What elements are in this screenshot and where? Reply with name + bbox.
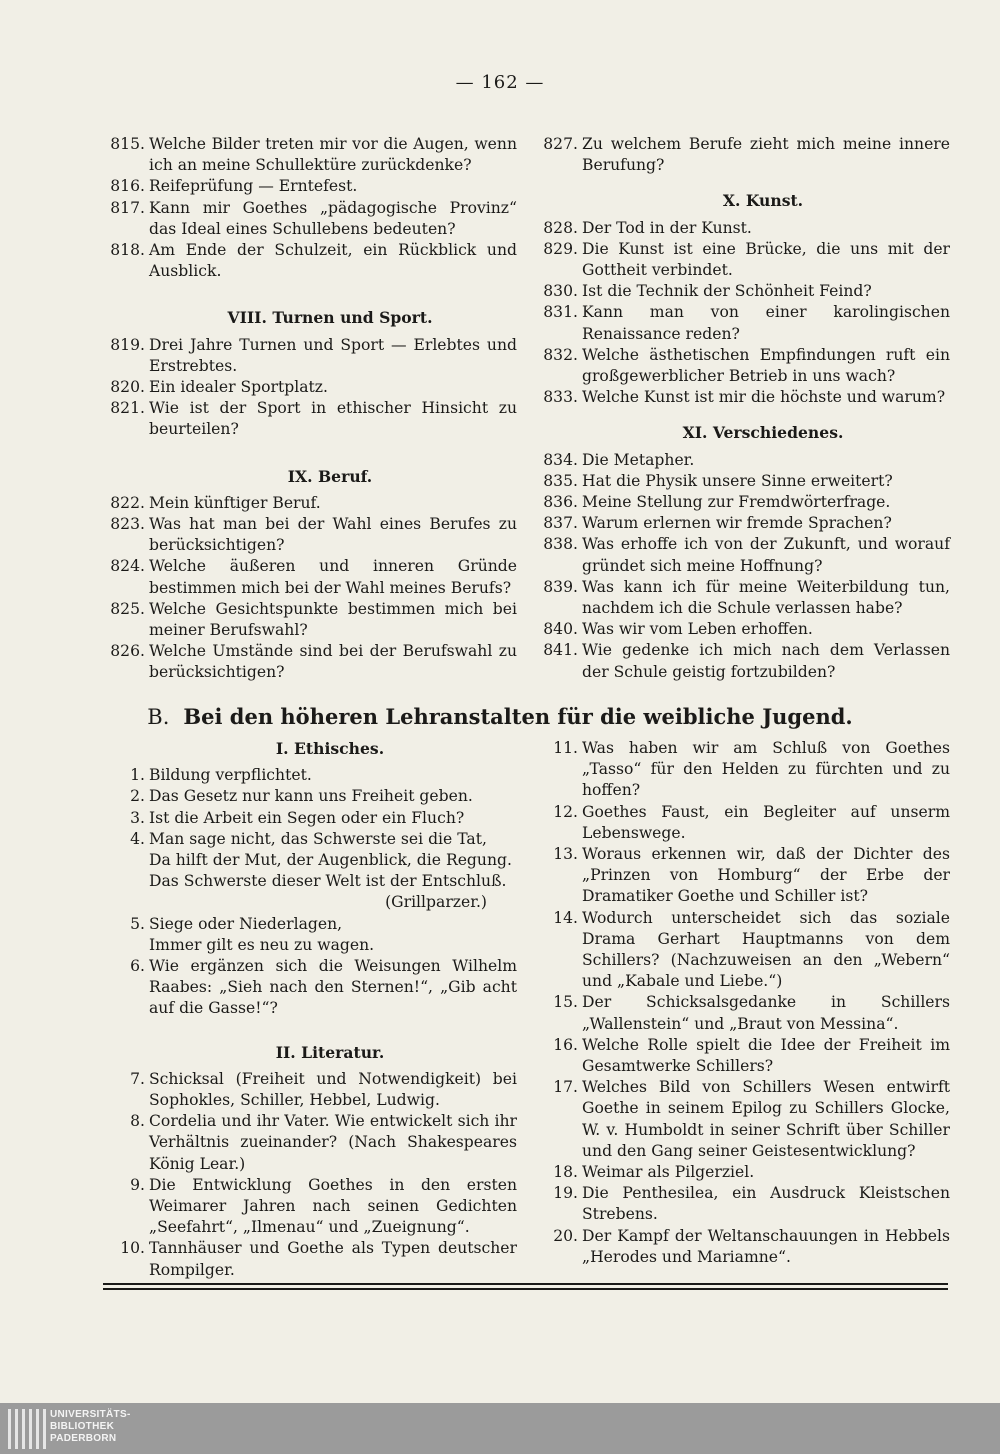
item-text: Welche äußeren und inneren Gründe bestimmen mich bei der Wahl meines Berufs? xyxy=(149,557,517,597)
list-item xyxy=(536,345,950,387)
item-text: Welche ästhetischen Empfindungen ruft ein großgewerblicher Betrieb in uns wach? xyxy=(582,345,950,386)
item-number: 13. xyxy=(553,845,578,864)
item-number: 12. xyxy=(553,802,578,821)
bottom-rule xyxy=(103,1288,948,1290)
item-text: Welche Kunst ist mir die höchste und warum? xyxy=(582,388,946,407)
item-number: 841. xyxy=(543,641,578,660)
list-item xyxy=(103,641,517,683)
item-text: Drei Jahre Turnen und Sport — Erlebtes und Erstrebtes. xyxy=(149,335,517,375)
item-number: 4. xyxy=(130,829,145,848)
item-number: 820. xyxy=(110,378,145,397)
item-text: Ist die Arbeit ein Segen oder ein Fluch? xyxy=(149,808,465,827)
item-text: Kann mir Goethes „pädagogische Provinz“ das Ideal eines Schullebens bedeuten? xyxy=(149,198,517,238)
list-item xyxy=(536,471,950,492)
part-b-title: Bei den höheren Lehranstalten für die weibliche Jugend. xyxy=(183,704,853,729)
item-number: 840. xyxy=(543,620,578,639)
left-column-b xyxy=(103,738,517,1281)
quote-line: Man sage nicht, das Schwerste sei die Tat, xyxy=(149,829,487,848)
list-group xyxy=(536,450,950,683)
item-number: 7. xyxy=(130,1069,145,1088)
section-heading-ix: IX. Beruf. xyxy=(287,466,373,486)
item-number: 826. xyxy=(110,642,145,661)
list-group xyxy=(536,218,950,409)
list-item xyxy=(536,218,950,239)
item-number: 818. xyxy=(110,241,145,260)
list-group xyxy=(103,1069,517,1281)
item-number: 5. xyxy=(130,914,145,933)
item-number: 6. xyxy=(130,957,145,976)
list-item xyxy=(536,1226,950,1268)
list-item xyxy=(536,802,950,844)
list-group xyxy=(103,493,517,684)
item-number: 18. xyxy=(553,1163,578,1182)
item-text: Meine Stellung zur Fremdwörterfrage. xyxy=(582,493,891,512)
item-text: Der Kampf der Weltanschauungen in Hebbels „Herodes und Mariamne“. xyxy=(582,1226,950,1266)
list-item xyxy=(536,640,950,682)
item-text: Tannhäuser und Goethe als Typen deutscher Rompilger. xyxy=(149,1239,517,1279)
item-number: 10. xyxy=(120,1239,145,1258)
list-group xyxy=(536,738,950,1268)
verse-line: Immer gilt es neu zu wagen. xyxy=(149,935,375,954)
list-item xyxy=(103,335,517,377)
item-text: Welches Bild von Schillers Wesen entwirft Goethe in seinem Epilog zu Schillers Glocke, W. v. Humboldt in seiner Schrift über Schiller und den Gang seiner Geistesentwicklung? xyxy=(582,1078,950,1160)
quote-line: Da hilft der Mut, der Augenblick, die Regung. xyxy=(149,851,512,870)
list-item xyxy=(103,240,517,282)
item-text: Die Entwicklung Goethes in den ersten Weimarer Jahren nach seinen Gedichten „Seefahrt“, „Ilmenau“ und „Zueignung“. xyxy=(149,1175,517,1237)
list-item xyxy=(103,914,517,956)
quote-source: (Grillparzer.) xyxy=(385,893,487,912)
library-logo-text xyxy=(50,1409,131,1445)
item-text: Ist die Technik der Schönheit Feind? xyxy=(582,282,872,301)
section-heading-literatur: II. Literatur. xyxy=(275,1042,385,1062)
list-item xyxy=(103,1238,517,1280)
item-number: 831. xyxy=(543,303,578,322)
item-text: Reifeprüfung — Erntefest. xyxy=(149,177,358,196)
list-item xyxy=(103,1111,517,1175)
item-number: 836. xyxy=(543,493,578,512)
list-item xyxy=(103,493,517,514)
list-group xyxy=(103,134,517,282)
item-number: 15. xyxy=(553,993,578,1012)
item-text: Welche Gesichtspunkte bestimmen mich bei meiner Berufswahl? xyxy=(149,599,517,640)
list-item xyxy=(103,786,517,807)
item-text: Die Penthesilea, ein Ausdruck Kleistschen Strebens. xyxy=(582,1184,950,1224)
list-item xyxy=(103,198,517,240)
list-item xyxy=(536,1035,950,1077)
list-item xyxy=(536,239,950,281)
item-text: Schicksal (Freiheit und Notwendigkeit) bei Sophokles, Schiller, Hebbel, Ludwig. xyxy=(149,1069,517,1110)
item-number: 838. xyxy=(543,535,578,554)
list-item xyxy=(103,808,517,829)
page-number: — 162 — xyxy=(455,72,545,93)
item-text: Welche Umstände sind bei der Berufswahl zu berücksichtigen? xyxy=(149,642,517,682)
item-text: Der Schicksalsgedanke in Schillers „Wallenstein“ und „Braut von Messina“. xyxy=(582,993,950,1033)
quote-line: Das Schwerste dieser Welt ist der Entschluß. xyxy=(149,872,507,891)
item-text: Ein idealer Sportplatz. xyxy=(149,378,328,397)
item-text: Was wir vom Leben erhoffen. xyxy=(582,620,813,639)
list-item xyxy=(103,398,517,440)
item-number: 828. xyxy=(543,218,578,237)
list-item xyxy=(103,829,517,914)
logo-line: UNIVERSITÄTS- xyxy=(50,1409,131,1420)
part-b-heading xyxy=(0,704,1000,729)
item-text: Was haben wir am Schluß von Goethes „Tasso“ für den Helden zu fürchten und zu hoffen? xyxy=(582,739,950,800)
section-heading-ethisches: I. Ethisches. xyxy=(275,739,385,758)
right-column-b xyxy=(536,738,950,1268)
logo-line: BIBLIOTHEK xyxy=(50,1421,115,1432)
verse-line: Siege oder Niederlagen, xyxy=(149,914,343,933)
item-number: 839. xyxy=(543,577,578,596)
item-number: 819. xyxy=(110,335,145,354)
item-number: 830. xyxy=(543,282,578,301)
item-number: 9. xyxy=(130,1175,145,1194)
logo-line: PADERBORN xyxy=(50,1433,117,1444)
list-item xyxy=(536,992,950,1034)
item-number: 815. xyxy=(110,135,145,153)
list-item xyxy=(536,513,950,534)
list-item xyxy=(103,556,517,598)
item-number: 2. xyxy=(130,787,145,806)
item-text: Welche Bilder treten mir vor die Augen, wenn ich an meine Schullektüre zurückdenke? xyxy=(149,135,517,175)
item-number: 11. xyxy=(553,739,578,757)
item-text: Was kann ich für meine Weiterbildung tun, nachdem ich die Schule verlassen habe? xyxy=(582,577,950,618)
section-heading-viii: VIII. Turnen und Sport. xyxy=(227,308,433,328)
item-text: Die Metapher. xyxy=(582,450,695,469)
item-text: Was hat man bei der Wahl eines Berufes zu berücksichtigen? xyxy=(149,515,517,555)
item-number: 822. xyxy=(110,493,145,512)
item-number: 17. xyxy=(553,1078,578,1097)
item-text: Woraus erkennen wir, daß der Dichter des „Prinzen von Homburg“ der Erbe der Dramatiker Goethe und Schiller ist? xyxy=(582,845,950,906)
item-number: 824. xyxy=(110,557,145,576)
list-item xyxy=(536,908,950,993)
item-number: 835. xyxy=(543,471,578,490)
list-item xyxy=(536,1183,950,1225)
item-text: Welche Rolle spielt die Idee der Freiheit im Gesamtwerke Schillers? xyxy=(582,1035,950,1076)
item-text: Goethes Faust, ein Begleiter auf unserm Lebenswege. xyxy=(582,802,950,842)
item-number: 834. xyxy=(543,450,578,469)
list-item xyxy=(536,619,950,640)
item-text: Wie ergänzen sich die Weisungen Wilhelm Raabes: „Sieh nach den Sternen!“, „Gib acht auf die Gasse!“? xyxy=(149,957,517,1018)
section-heading-xi: XI. Verschiedenes. xyxy=(682,423,844,443)
item-text: Die Kunst ist eine Brücke, die uns mit der Gottheit verbindet. xyxy=(582,239,950,280)
item-number: 1. xyxy=(130,766,145,785)
item-number: 833. xyxy=(543,388,578,407)
item-number: 825. xyxy=(110,599,145,618)
item-number: 816. xyxy=(110,177,145,196)
list-item xyxy=(536,281,950,302)
list-item xyxy=(536,450,950,471)
list-item xyxy=(536,134,950,176)
bottom-rule xyxy=(103,1283,948,1285)
list-group xyxy=(103,765,517,829)
list-item xyxy=(103,134,517,176)
item-text: Hat die Physik unsere Sinne erweitert? xyxy=(582,471,893,490)
list-item xyxy=(103,956,517,1020)
left-column-a xyxy=(103,134,517,684)
list-item xyxy=(536,492,950,513)
item-number: 837. xyxy=(543,514,578,533)
item-text: Wie ist der Sport in ethischer Hinsicht zu beurteilen? xyxy=(149,399,517,439)
item-number: 8. xyxy=(130,1112,145,1131)
list-item xyxy=(536,534,950,576)
item-number: 832. xyxy=(543,345,578,364)
list-item xyxy=(103,599,517,641)
item-number: 20. xyxy=(553,1226,578,1245)
item-text: Kann man von einer karolingischen Renaissance reden? xyxy=(582,303,950,343)
right-column-a xyxy=(536,134,950,683)
library-logo-icon xyxy=(8,1409,46,1449)
list-item xyxy=(103,176,517,197)
item-text: Mein künftiger Beruf. xyxy=(149,493,321,512)
list-item xyxy=(103,514,517,556)
list-item xyxy=(536,302,950,344)
list-item xyxy=(536,738,950,802)
item-number: 817. xyxy=(110,198,145,217)
list-item xyxy=(103,765,517,786)
item-text: Warum erlernen wir fremde Sprachen? xyxy=(582,514,892,533)
item-text: Was erhoffe ich von der Zukunft, und worauf gründet sich meine Hoffnung? xyxy=(582,535,950,575)
list-group xyxy=(536,134,950,176)
item-number: 823. xyxy=(110,515,145,534)
item-text: Wodurch unterscheidet sich das soziale Drama Gerhart Hauptmanns von dem Schillers? (Nachzuweisen an den „Webern“ und „Kabale und Liebe.“) xyxy=(582,908,950,991)
item-number: 827. xyxy=(543,135,578,153)
list-item xyxy=(536,577,950,619)
list-item xyxy=(536,1077,950,1162)
library-footer xyxy=(0,1403,1000,1454)
list-item xyxy=(536,387,950,408)
list-item xyxy=(103,1175,517,1239)
item-number: 821. xyxy=(110,399,145,418)
item-text: Das Gesetz nur kann uns Freiheit geben. xyxy=(149,787,473,806)
list-item xyxy=(103,1069,517,1111)
item-text: Weimar als Pilgerziel. xyxy=(582,1163,755,1182)
item-number: 14. xyxy=(553,908,578,927)
item-number: 829. xyxy=(543,239,578,258)
list-item xyxy=(536,1162,950,1183)
item-text: Der Tod in der Kunst. xyxy=(582,218,752,237)
item-text: Am Ende der Schulzeit, ein Rückblick und Ausblick. xyxy=(149,241,517,281)
item-number: 3. xyxy=(130,808,145,827)
item-text: Zu welchem Berufe zieht mich meine innere Berufung? xyxy=(582,135,950,175)
list-group xyxy=(103,335,517,441)
item-text: Cordelia und ihr Vater. Wie entwickelt sich ihr Verhältnis zueinander? (Nach Shakespeares König Lear.) xyxy=(149,1112,517,1173)
item-number: 19. xyxy=(553,1184,578,1203)
section-heading-x: X. Kunst. xyxy=(722,191,804,211)
part-b-letter: B. xyxy=(147,705,170,729)
item-text: Bildung verpflichtet. xyxy=(149,766,312,785)
item-number: 16. xyxy=(553,1035,578,1054)
list-item xyxy=(536,844,950,908)
item-text: Wie gedenke ich mich nach dem Verlassen der Schule geistig fortzubilden? xyxy=(582,641,950,681)
list-item xyxy=(103,377,517,398)
